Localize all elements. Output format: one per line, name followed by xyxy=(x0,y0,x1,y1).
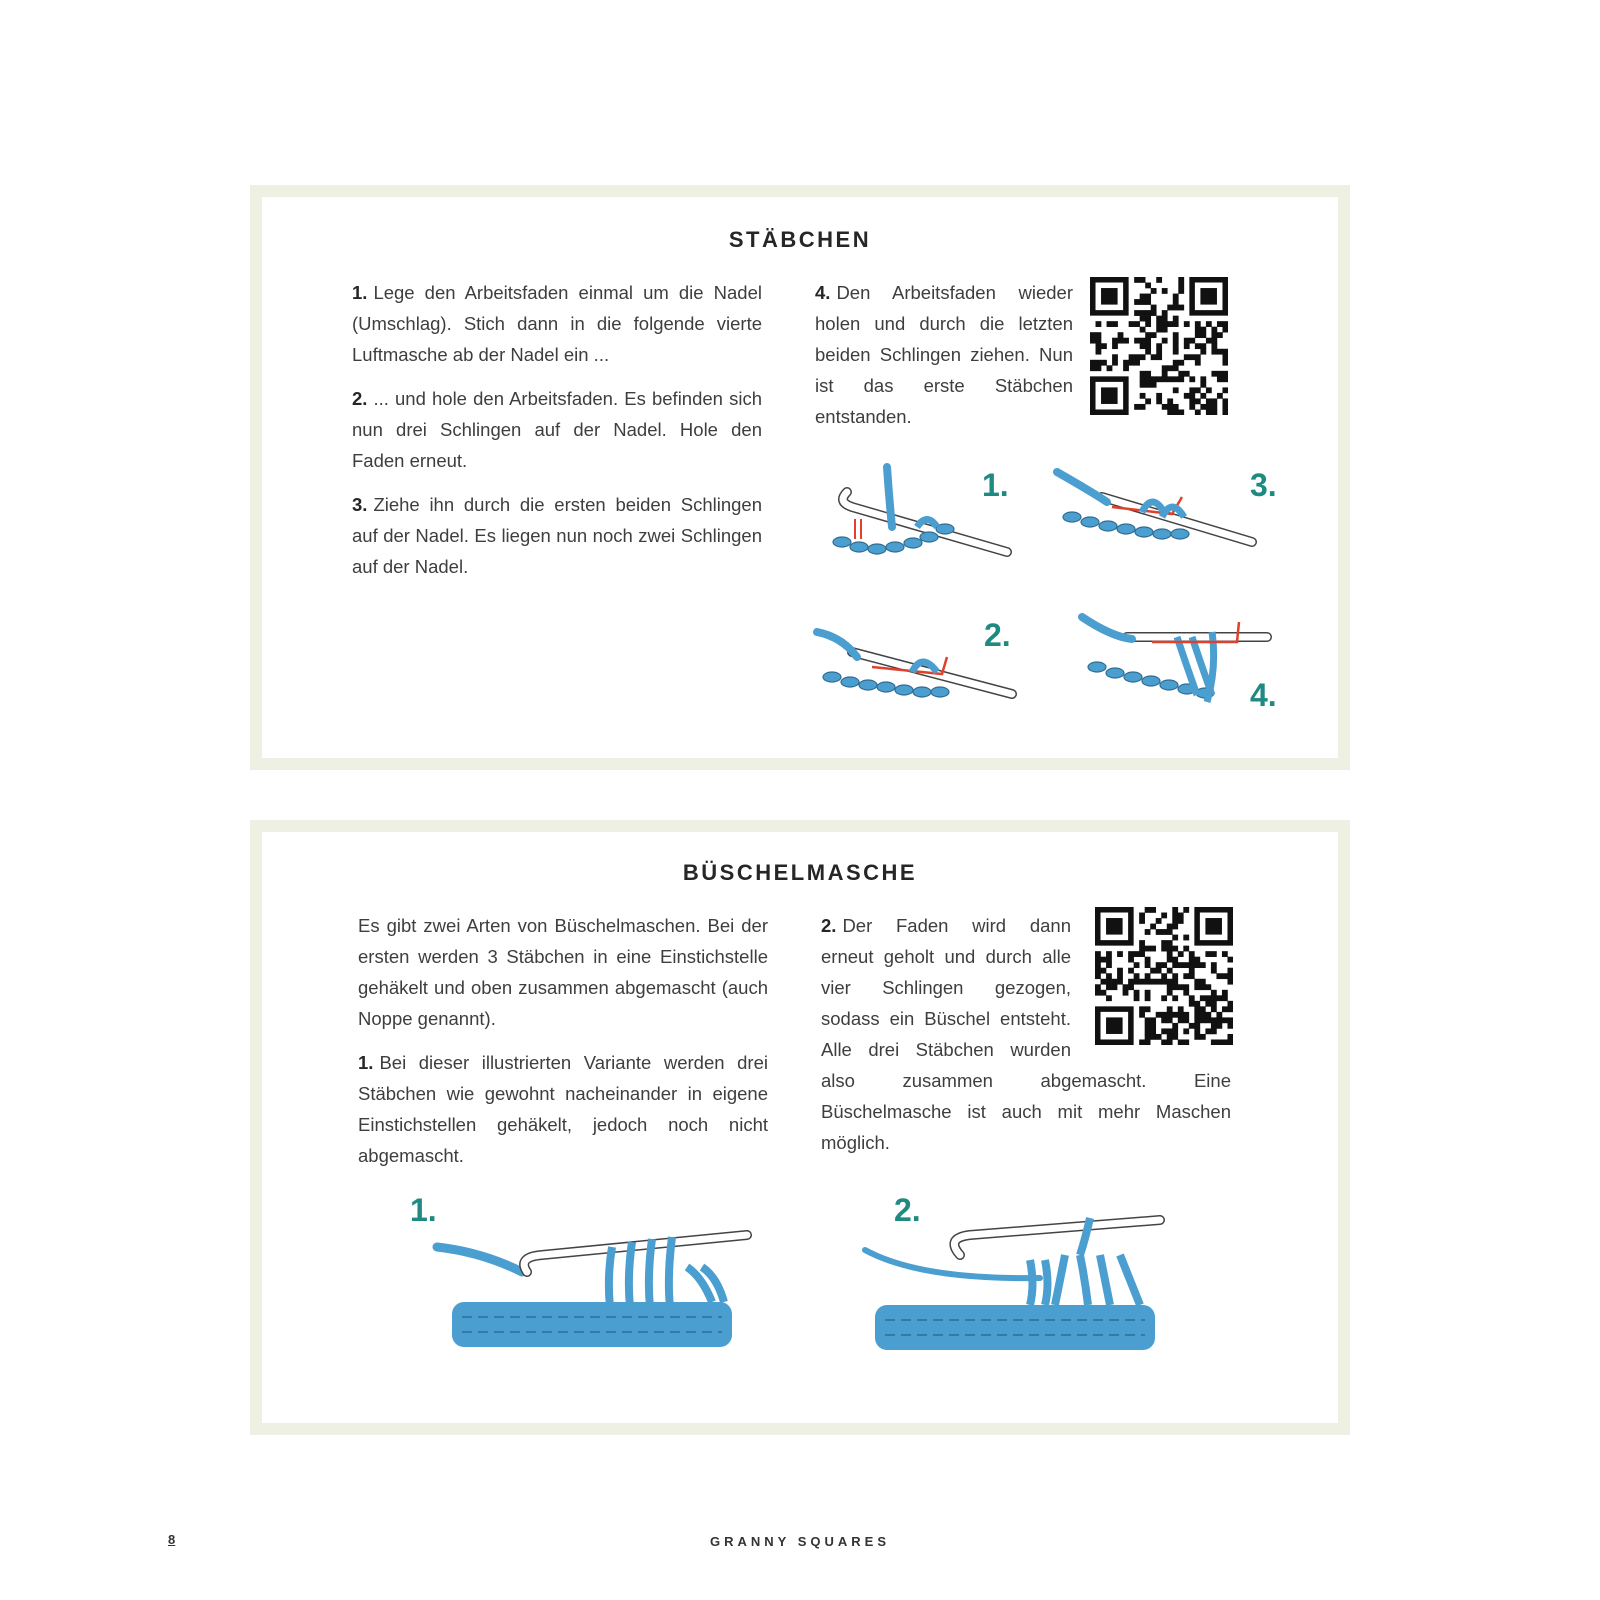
qr-code-icon[interactable] xyxy=(1090,277,1228,415)
figure-label: 1. xyxy=(410,1192,437,1228)
step-2: 2. Der Faden wird dann erneut geholt und durch alle vier Schlingen gezogen, sodass ein Büschel entsteht. Alle drei Stäbchen wurden also zusammen abgemascht. Eine Büschelmasche ist auch mit mehr Maschen möglich. xyxy=(821,910,1231,1158)
running-footer: GRANNY SQUARES xyxy=(709,1534,890,1549)
bueschel-illustration-1 xyxy=(432,1227,752,1367)
intro-paragraph: Es gibt zwei Arten von Büschelmaschen. Bei der ersten werden 3 Stäbchen in eine Einstichstelle gehäkelt und oben zusammen abgemascht (auch Noppe genannt). xyxy=(358,915,768,1029)
step-4: 4. Den Arbeitsfaden wieder holen und durch die letzten beiden Schlingen ziehen. Nun ist das erste Stäbchen entstanden. xyxy=(815,282,1073,427)
staebchen-panel xyxy=(250,185,1350,770)
bueschel-illustration-2 xyxy=(860,1210,1170,1370)
step-1: 1. Lege den Arbeitsfaden einmal um die Nadel (Umschlag). Stich dann in die folgende vierte Luftmasche ab der Nadel ein ... xyxy=(352,282,762,365)
figure-label: 4. xyxy=(1250,677,1277,713)
section-title: STÄBCHEN xyxy=(728,227,872,252)
stitch-illustration-3 xyxy=(1052,462,1262,567)
step-3: 3. Ziehe ihn durch die ersten beiden Schlingen auf der Nadel. Es liegen nun noch zwei Schlingen auf der Nadel. xyxy=(352,494,762,577)
page-number: 8 xyxy=(168,1532,176,1547)
step-1: 1. Bei dieser illustrierten Variante werden drei Stäbchen wie gewohnt nacheinander in eigene Einstichstellen gehäkelt, jedoch noch nicht abgemascht. xyxy=(358,1052,768,1166)
staebchen-left-column xyxy=(352,277,762,595)
figure-label: 2. xyxy=(894,1192,921,1228)
figure-label: 1. xyxy=(982,467,1009,503)
figure-label: 3. xyxy=(1250,467,1277,503)
section-title: BÜSCHELMASCHE xyxy=(682,860,918,885)
step-2: 2. ... und hole den Arbeitsfaden. Es befinden sich nun drei Schlingen auf der Nadel. Hole den Faden erneut. xyxy=(352,388,762,471)
bueschel-right-column xyxy=(821,910,1231,1171)
bueschelmasche-panel xyxy=(250,820,1350,1435)
figure-label: 2. xyxy=(984,617,1011,653)
staebchen-right-column xyxy=(815,277,1073,445)
stitch-illustration-4 xyxy=(1077,607,1277,717)
qr-spacer xyxy=(1071,910,1231,1060)
bueschel-left-column xyxy=(358,910,768,1184)
